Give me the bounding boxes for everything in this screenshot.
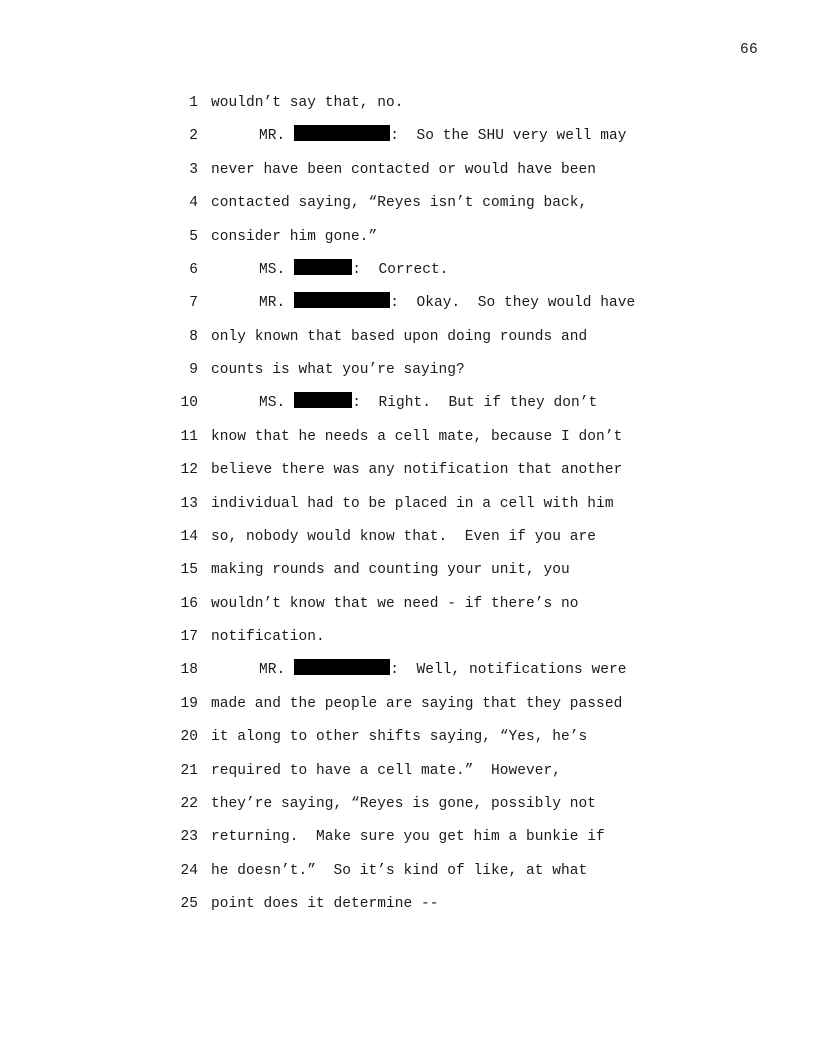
line-text xyxy=(211,860,587,882)
line-text xyxy=(211,159,596,181)
line-text xyxy=(211,493,614,515)
line-number: 12 xyxy=(180,462,198,479)
redaction-box xyxy=(294,659,390,675)
transcript-line xyxy=(170,226,690,259)
line-number: 19 xyxy=(180,695,198,712)
transcript-line xyxy=(170,760,690,793)
line-number: 1 xyxy=(189,95,198,111)
line-text xyxy=(211,292,635,314)
line-number: 22 xyxy=(180,795,198,812)
line-number: 13 xyxy=(180,495,198,512)
transcript-line xyxy=(170,192,690,225)
line-text xyxy=(211,659,627,681)
speaker-label: MS. xyxy=(259,395,286,412)
line-text xyxy=(211,793,596,815)
line-number: 7 xyxy=(189,295,198,312)
transcript-line xyxy=(170,493,690,526)
line-number: 18 xyxy=(180,662,198,679)
line-text xyxy=(211,426,622,448)
transcript-line xyxy=(170,159,690,192)
line-number: 6 xyxy=(189,261,198,278)
line-text xyxy=(211,125,627,147)
transcript-line xyxy=(170,526,690,559)
line-text xyxy=(211,760,561,782)
speaker-label: MR. xyxy=(259,295,286,312)
line-number: 21 xyxy=(180,762,198,779)
line-number: 17 xyxy=(180,629,198,645)
line-text xyxy=(211,726,587,748)
speech-text: : So the SHU very well may xyxy=(390,128,627,145)
transcript-line xyxy=(170,292,690,325)
speech-text: believe there was any notification that another xyxy=(211,462,623,479)
line-text xyxy=(211,593,579,615)
line-text xyxy=(211,92,404,114)
transcript-line xyxy=(170,826,690,859)
transcript-line xyxy=(170,92,690,125)
speech-text: counts is what you’re saying? xyxy=(211,362,465,378)
line-number: 8 xyxy=(189,328,198,345)
speech-text: only known that based upon doing rounds and xyxy=(211,328,588,345)
speaker-label: MR. xyxy=(259,662,286,679)
line-number: 14 xyxy=(180,528,198,545)
speech-text: required to have a cell mate.” However, xyxy=(211,762,562,779)
page-number: 66 xyxy=(740,42,759,58)
transcript-body xyxy=(170,92,690,926)
speech-text: they’re saying, “Reyes is gone, possibly not xyxy=(211,795,597,812)
redaction-box xyxy=(294,392,352,408)
speech-text: notification. xyxy=(211,629,325,645)
line-text xyxy=(211,326,587,348)
line-text xyxy=(211,693,622,715)
transcript-line xyxy=(170,392,690,425)
line-text xyxy=(211,526,596,548)
line-text xyxy=(211,559,570,581)
speech-text: made and the people are saying that they passed xyxy=(211,695,623,712)
speech-text: : Okay. So they would have xyxy=(390,295,636,312)
speech-text: never have been contacted or would have been xyxy=(211,161,597,178)
speech-text: wouldn’t know that we need - if there’s no xyxy=(211,595,579,612)
line-number: 23 xyxy=(180,829,198,846)
speech-text: so, nobody would know that. Even if you are xyxy=(211,528,597,545)
speech-text: returning. Make sure you get him a bunkie if xyxy=(211,829,605,846)
speech-text: it along to other shifts saying, “Yes, he’s xyxy=(211,729,588,746)
speech-text: know that he needs a cell mate, because I don’t xyxy=(211,428,623,445)
transcript-line xyxy=(170,359,690,392)
transcript-line xyxy=(170,426,690,459)
line-number: 5 xyxy=(189,228,198,245)
transcript-line xyxy=(170,693,690,726)
transcript-line xyxy=(170,793,690,826)
line-text xyxy=(211,226,377,248)
line-text xyxy=(211,459,622,481)
line-number: 3 xyxy=(189,161,198,178)
speaker-label: MR. xyxy=(259,128,286,145)
transcript-line xyxy=(170,259,690,292)
line-text xyxy=(211,192,587,214)
transcript-line xyxy=(170,860,690,893)
transcript-line xyxy=(170,459,690,492)
line-number: 4 xyxy=(189,195,198,212)
transcript-line xyxy=(170,659,690,692)
speech-text: making rounds and counting your unit, you xyxy=(211,562,570,579)
speech-text: : Well, notifications were xyxy=(390,662,627,679)
redaction-box xyxy=(294,259,352,275)
transcript-line xyxy=(170,559,690,592)
transcript-line xyxy=(170,726,690,759)
line-number: 24 xyxy=(180,862,198,879)
line-number: 11 xyxy=(180,428,198,445)
speech-text: he doesn’t.” So it’s kind of like, at what xyxy=(211,862,588,879)
transcript-line xyxy=(170,593,690,626)
redaction-box xyxy=(294,125,390,141)
redaction-box xyxy=(294,292,390,308)
line-text xyxy=(211,392,597,414)
transcript-line xyxy=(170,125,690,158)
speech-text: consider him gone.” xyxy=(211,228,378,245)
line-number: 20 xyxy=(180,729,198,746)
line-number: 25 xyxy=(180,896,198,912)
line-number: 15 xyxy=(180,562,198,579)
line-number: 9 xyxy=(189,362,198,378)
speech-text: contacted saying, “Reyes isn’t coming back, xyxy=(211,195,588,212)
line-text xyxy=(211,826,605,848)
speech-text: individual had to be placed in a cell with him xyxy=(211,495,614,512)
line-text xyxy=(211,626,325,648)
speech-text: wouldn’t say that, no. xyxy=(211,95,404,111)
speaker-label: MS. xyxy=(259,261,286,278)
speech-text: : Right. But if they don’t xyxy=(352,395,598,412)
line-number: 2 xyxy=(189,128,198,145)
line-text xyxy=(211,359,465,381)
line-number: 16 xyxy=(180,595,198,612)
speech-text: point does it determine -- xyxy=(211,896,439,912)
line-text xyxy=(211,259,449,281)
transcript-line xyxy=(170,893,690,926)
line-number: 10 xyxy=(180,395,198,412)
transcript-line xyxy=(170,626,690,659)
speech-text: : Correct. xyxy=(352,261,449,278)
transcript-line xyxy=(170,326,690,359)
line-text xyxy=(211,893,439,915)
